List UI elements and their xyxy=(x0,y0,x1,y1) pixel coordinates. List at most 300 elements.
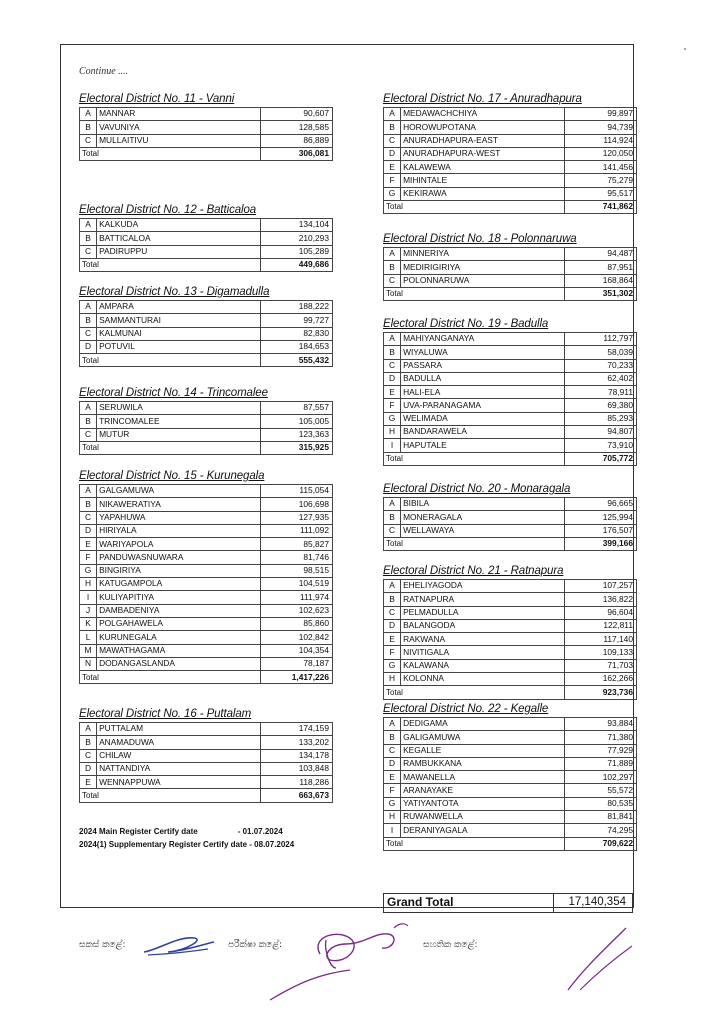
district-title: Electoral District No. 12 - Batticaloa xyxy=(79,204,257,216)
division-name: BADULLA xyxy=(401,372,565,385)
division-votes: 74,295 xyxy=(564,824,636,837)
division-votes: 184,653 xyxy=(260,340,332,353)
division-votes: 141,456 xyxy=(564,161,636,174)
division-votes: 69,380 xyxy=(564,399,636,412)
division-name: MINNERIYA xyxy=(401,248,565,261)
division-name: DERANIYAGALA xyxy=(401,824,565,837)
division-votes: 118,286 xyxy=(260,776,332,789)
table-row xyxy=(384,274,637,287)
division-letter: C xyxy=(384,274,401,287)
district-block xyxy=(383,483,637,551)
division-votes: 107,257 xyxy=(564,580,636,593)
district-table xyxy=(383,107,637,214)
total-row xyxy=(80,147,333,160)
division-votes: 102,297 xyxy=(564,771,636,784)
division-letter: B xyxy=(384,731,401,744)
division-name: DODANGASLANDA xyxy=(97,657,261,670)
total-label: Total xyxy=(80,147,261,160)
certify-dates xyxy=(79,825,294,851)
division-letter: N xyxy=(80,657,97,670)
division-votes: 55,572 xyxy=(564,784,636,797)
division-letter: F xyxy=(80,551,97,564)
division-name: WELLAWAYA xyxy=(401,524,565,537)
division-votes: 210,293 xyxy=(260,232,332,245)
division-name: MIHINTALE xyxy=(401,174,565,187)
district-title: Electoral District No. 19 - Badulla xyxy=(383,318,549,330)
division-letter: B xyxy=(80,415,97,428)
division-letter: B xyxy=(384,346,401,359)
district-title: Electoral District No. 13 - Digamadulla xyxy=(79,286,270,298)
division-votes: 90,607 xyxy=(260,108,332,121)
total-row xyxy=(384,201,637,214)
division-letter: D xyxy=(80,340,97,353)
division-name: NIVITIGALA xyxy=(401,646,565,659)
division-letter: C xyxy=(384,744,401,757)
total-label: Total xyxy=(80,258,261,271)
division-votes: 81,746 xyxy=(260,551,332,564)
table-row xyxy=(80,644,333,657)
table-row xyxy=(384,333,637,346)
table-row xyxy=(80,121,333,134)
table-row xyxy=(384,372,637,385)
division-votes: 133,202 xyxy=(260,736,332,749)
district-title: Electoral District No. 11 - Vanni xyxy=(79,93,235,105)
table-row xyxy=(80,245,333,258)
table-row xyxy=(384,511,637,524)
division-votes: 104,519 xyxy=(260,578,332,591)
total-votes: 1,417,226 xyxy=(260,671,332,684)
division-votes: 188,222 xyxy=(260,301,332,314)
table-row xyxy=(384,797,637,810)
table-row xyxy=(80,524,333,537)
table-row xyxy=(384,399,637,412)
total-votes: 399,166 xyxy=(564,537,636,550)
division-letter: E xyxy=(80,776,97,789)
total-label: Total xyxy=(80,441,261,454)
table-row xyxy=(80,749,333,762)
district-table xyxy=(383,332,637,466)
certified-by-label: සහතික කළේ: xyxy=(423,940,478,950)
division-name: MAHIYANGANAYA xyxy=(401,333,565,346)
division-letter: A xyxy=(384,580,401,593)
total-votes: 306,081 xyxy=(260,147,332,160)
district-block xyxy=(383,565,637,700)
division-letter: A xyxy=(384,108,401,121)
division-letter: L xyxy=(80,631,97,644)
division-votes: 85,293 xyxy=(564,412,636,425)
division-name: HIRIYALA xyxy=(97,524,261,537)
division-name: YAPAHUWA xyxy=(97,511,261,524)
district-table xyxy=(383,247,637,301)
district-table xyxy=(79,722,333,803)
table-row xyxy=(384,187,637,200)
division-name: ARANAYAKE xyxy=(401,784,565,797)
division-name: RAMBUKKANA xyxy=(401,757,565,770)
division-letter: A xyxy=(80,402,97,415)
total-row xyxy=(384,287,637,300)
division-votes: 105,005 xyxy=(260,415,332,428)
table-row xyxy=(384,412,637,425)
division-name: PASSARA xyxy=(401,359,565,372)
division-votes: 87,951 xyxy=(564,261,636,274)
division-letter: A xyxy=(384,248,401,261)
total-votes: 351,302 xyxy=(564,287,636,300)
division-votes: 111,092 xyxy=(260,524,332,537)
division-votes: 78,911 xyxy=(564,386,636,399)
table-row xyxy=(80,631,333,644)
division-name: WELIMADA xyxy=(401,412,565,425)
table-row xyxy=(384,593,637,606)
total-row xyxy=(80,354,333,367)
division-letter: I xyxy=(384,824,401,837)
division-votes: 77,929 xyxy=(564,744,636,757)
division-votes: 136,822 xyxy=(564,593,636,606)
total-row xyxy=(384,686,637,699)
division-name: MULLAITIVU xyxy=(97,134,261,147)
division-letter: C xyxy=(384,524,401,537)
division-letter: F xyxy=(384,646,401,659)
table-row xyxy=(384,359,637,372)
division-name: KATUGAMPOLA xyxy=(97,578,261,591)
division-letter: B xyxy=(384,121,401,134)
division-name: WIYALUWA xyxy=(401,346,565,359)
division-name: POTUVIL xyxy=(97,340,261,353)
certified-signature xyxy=(560,916,640,996)
district-block xyxy=(383,703,637,851)
district-title: Electoral District No. 16 - Puttalam xyxy=(79,708,252,720)
division-votes: 78,187 xyxy=(260,657,332,670)
division-votes: 115,054 xyxy=(260,485,332,498)
table-row xyxy=(80,762,333,775)
division-name: MONERAGALA xyxy=(401,511,565,524)
division-letter: D xyxy=(384,757,401,770)
table-row xyxy=(384,811,637,824)
table-row xyxy=(80,219,333,232)
total-row xyxy=(80,671,333,684)
district-block xyxy=(79,708,333,803)
district-table xyxy=(79,107,333,161)
division-letter: H xyxy=(384,811,401,824)
division-name: KURUNEGALA xyxy=(97,631,261,644)
division-name: PELMADULLA xyxy=(401,606,565,619)
division-letter: E xyxy=(80,538,97,551)
grand-total-value: 17,140,354 xyxy=(568,896,626,908)
division-letter: A xyxy=(80,108,97,121)
division-votes: 86,889 xyxy=(260,134,332,147)
division-name: DAMBADENIYA xyxy=(97,604,261,617)
table-row xyxy=(384,824,637,837)
division-name: MAWATHAGAMA xyxy=(97,644,261,657)
table-row xyxy=(384,619,637,632)
division-votes: 123,363 xyxy=(260,428,332,441)
district-table xyxy=(79,300,333,367)
total-votes: 663,673 xyxy=(260,789,332,802)
total-label: Total xyxy=(80,789,261,802)
table-row xyxy=(384,580,637,593)
table-row xyxy=(80,402,333,415)
division-name: WENNAPPUWA xyxy=(97,776,261,789)
district-title: Electoral District No. 22 - Kegalle xyxy=(383,703,549,715)
continue-label: Continue .... xyxy=(79,66,129,77)
division-name: HALI-ELA xyxy=(401,386,565,399)
total-row xyxy=(80,258,333,271)
division-letter: G xyxy=(384,659,401,672)
table-row xyxy=(384,108,637,121)
total-label: Total xyxy=(80,354,261,367)
division-letter: A xyxy=(384,718,401,731)
table-row xyxy=(384,261,637,274)
total-votes: 705,772 xyxy=(564,452,636,465)
division-name: GALGAMUWA xyxy=(97,485,261,498)
table-row xyxy=(80,657,333,670)
division-votes: 134,178 xyxy=(260,749,332,762)
division-votes: 104,354 xyxy=(260,644,332,657)
division-votes: 95,517 xyxy=(564,187,636,200)
division-letter: E xyxy=(384,633,401,646)
signature-row xyxy=(0,936,724,960)
division-letter: M xyxy=(80,644,97,657)
division-votes: 82,830 xyxy=(260,327,332,340)
division-name: KULIYAPITIYA xyxy=(97,591,261,604)
division-votes: 94,807 xyxy=(564,426,636,439)
division-name: KEKIRAWA xyxy=(401,187,565,200)
table-row xyxy=(384,731,637,744)
division-name: SAMMANTURAI xyxy=(97,314,261,327)
division-votes: 58,039 xyxy=(564,346,636,359)
division-name: PANDUWASNUWARA xyxy=(97,551,261,564)
division-letter: B xyxy=(384,593,401,606)
supplementary-register-certify-date: 2024(1) Supplementary Register Certify date - 08.07.2024 xyxy=(79,840,295,849)
district-block xyxy=(383,93,637,214)
division-votes: 98,515 xyxy=(260,564,332,577)
division-letter: B xyxy=(80,498,97,511)
district-block xyxy=(79,204,333,272)
division-name: HAPUTALE xyxy=(401,439,565,452)
division-letter: C xyxy=(80,245,97,258)
table-row xyxy=(384,147,637,160)
division-name: NIKAWERATIYA xyxy=(97,498,261,511)
division-name: POLONNARUWA xyxy=(401,274,565,287)
checked-signature xyxy=(260,910,430,1010)
division-votes: 71,380 xyxy=(564,731,636,744)
table-row xyxy=(384,524,637,537)
division-letter: G xyxy=(384,412,401,425)
division-votes: 103,848 xyxy=(260,762,332,775)
table-row xyxy=(384,386,637,399)
division-name: PUTTALAM xyxy=(97,723,261,736)
division-letter: F xyxy=(384,399,401,412)
division-votes: 94,487 xyxy=(564,248,636,261)
division-votes: 109,133 xyxy=(564,646,636,659)
table-row xyxy=(80,578,333,591)
total-votes: 315,925 xyxy=(260,441,332,454)
table-row xyxy=(80,736,333,749)
division-letter: G xyxy=(384,187,401,200)
division-votes: 125,994 xyxy=(564,511,636,524)
total-votes: 555,432 xyxy=(260,354,332,367)
district-title: Electoral District No. 15 - Kurunegala xyxy=(79,470,265,482)
division-name: SERUWILA xyxy=(97,402,261,415)
total-votes: 709,622 xyxy=(564,837,636,850)
table-row xyxy=(80,108,333,121)
division-votes: 162,266 xyxy=(564,673,636,686)
division-name: RAKWANA xyxy=(401,633,565,646)
division-name: CHILAW xyxy=(97,749,261,762)
table-row xyxy=(384,659,637,672)
table-row xyxy=(80,327,333,340)
division-letter: I xyxy=(80,591,97,604)
division-name: RUWANWELLA xyxy=(401,811,565,824)
division-letter: K xyxy=(80,617,97,630)
division-votes: 93,884 xyxy=(564,718,636,731)
district-title: Electoral District No. 14 - Trincomalee xyxy=(79,387,268,399)
prepared-signature xyxy=(138,930,218,960)
district-block xyxy=(79,93,333,161)
division-letter: D xyxy=(384,147,401,160)
division-votes: 105,289 xyxy=(260,245,332,258)
division-votes: 112,797 xyxy=(564,333,636,346)
table-row xyxy=(80,301,333,314)
table-row xyxy=(80,604,333,617)
table-row xyxy=(384,771,637,784)
division-name: EHELIYAGODA xyxy=(401,580,565,593)
division-letter: C xyxy=(384,606,401,619)
district-table xyxy=(79,218,333,272)
division-votes: 102,623 xyxy=(260,604,332,617)
total-label: Total xyxy=(80,671,261,684)
district-block xyxy=(79,387,333,455)
division-votes: 71,703 xyxy=(564,659,636,672)
table-row xyxy=(384,174,637,187)
division-votes: 99,727 xyxy=(260,314,332,327)
division-name: MEDAWACHCHIYA xyxy=(401,108,565,121)
district-block xyxy=(383,233,637,301)
division-name: GALIGAMUWA xyxy=(401,731,565,744)
division-name: RATNAPURA xyxy=(401,593,565,606)
division-name: MEDIRIGIRIYA xyxy=(401,261,565,274)
prepared-by-label: සකස් කළේ: xyxy=(79,940,126,950)
district-table xyxy=(79,484,333,684)
table-row xyxy=(384,426,637,439)
division-letter: F xyxy=(384,784,401,797)
total-votes: 449,686 xyxy=(260,258,332,271)
district-block xyxy=(79,286,333,367)
division-name: MAWANELLA xyxy=(401,771,565,784)
division-votes: 96,604 xyxy=(564,606,636,619)
division-letter: B xyxy=(384,511,401,524)
division-letter: A xyxy=(80,485,97,498)
district-title: Electoral District No. 21 - Ratnapura xyxy=(383,565,564,577)
table-row xyxy=(384,121,637,134)
table-row xyxy=(384,757,637,770)
division-votes: 114,924 xyxy=(564,134,636,147)
division-letter: A xyxy=(384,498,401,511)
total-row xyxy=(80,789,333,802)
table-row xyxy=(80,776,333,789)
division-votes: 94,739 xyxy=(564,121,636,134)
total-votes: 741,862 xyxy=(564,201,636,214)
division-letter: C xyxy=(80,749,97,762)
table-row xyxy=(80,314,333,327)
division-name: ANAMADUWA xyxy=(97,736,261,749)
division-votes: 81,841 xyxy=(564,811,636,824)
total-votes: 923,736 xyxy=(564,686,636,699)
division-letter: A xyxy=(384,333,401,346)
division-letter: C xyxy=(80,511,97,524)
division-letter: D xyxy=(80,762,97,775)
division-name: PADIRUPPU xyxy=(97,245,261,258)
division-letter: H xyxy=(384,673,401,686)
total-row xyxy=(384,452,637,465)
division-letter: A xyxy=(80,301,97,314)
total-label: Total xyxy=(384,287,565,300)
division-votes: 134,104 xyxy=(260,219,332,232)
division-letter: B xyxy=(80,232,97,245)
division-letter: H xyxy=(384,426,401,439)
division-letter: C xyxy=(384,359,401,372)
division-letter: J xyxy=(80,604,97,617)
division-name: KALAWANA xyxy=(401,659,565,672)
division-name: KEGALLE xyxy=(401,744,565,757)
division-name: ANURADHAPURA-EAST xyxy=(401,134,565,147)
table-row xyxy=(384,134,637,147)
division-votes: 80,535 xyxy=(564,797,636,810)
table-row xyxy=(80,617,333,630)
district-table xyxy=(383,579,637,700)
division-votes: 168,864 xyxy=(564,274,636,287)
division-votes: 71,889 xyxy=(564,757,636,770)
table-row xyxy=(384,673,637,686)
division-letter: E xyxy=(384,386,401,399)
speck xyxy=(684,48,686,50)
table-row xyxy=(80,340,333,353)
division-votes: 85,860 xyxy=(260,617,332,630)
table-row xyxy=(384,248,637,261)
table-row xyxy=(384,346,637,359)
division-name: ANURADHAPURA-WEST xyxy=(401,147,565,160)
table-row xyxy=(80,485,333,498)
total-label: Total xyxy=(384,537,565,550)
table-row xyxy=(384,161,637,174)
division-name: WARIYAPOLA xyxy=(97,538,261,551)
division-letter: C xyxy=(384,134,401,147)
division-letter: E xyxy=(384,771,401,784)
total-label: Total xyxy=(384,452,565,465)
table-row xyxy=(384,606,637,619)
division-name: KOLONNA xyxy=(401,673,565,686)
division-letter: F xyxy=(384,174,401,187)
district-title: Electoral District No. 18 - Polonnaruwa xyxy=(383,233,577,245)
division-letter: A xyxy=(80,219,97,232)
division-votes: 87,557 xyxy=(260,402,332,415)
division-letter: D xyxy=(384,619,401,632)
division-name: BINGIRIYA xyxy=(97,564,261,577)
table-row xyxy=(384,498,637,511)
table-row xyxy=(80,134,333,147)
division-letter: D xyxy=(80,524,97,537)
total-label: Total xyxy=(384,686,565,699)
division-votes: 85,827 xyxy=(260,538,332,551)
division-name: AMPARA xyxy=(97,301,261,314)
division-name: KALMUNAI xyxy=(97,327,261,340)
division-votes: 99,897 xyxy=(564,108,636,121)
division-votes: 128,585 xyxy=(260,121,332,134)
district-table xyxy=(79,401,333,455)
division-letter: B xyxy=(384,261,401,274)
division-letter: B xyxy=(80,736,97,749)
table-row xyxy=(384,646,637,659)
division-name: MANNAR xyxy=(97,108,261,121)
